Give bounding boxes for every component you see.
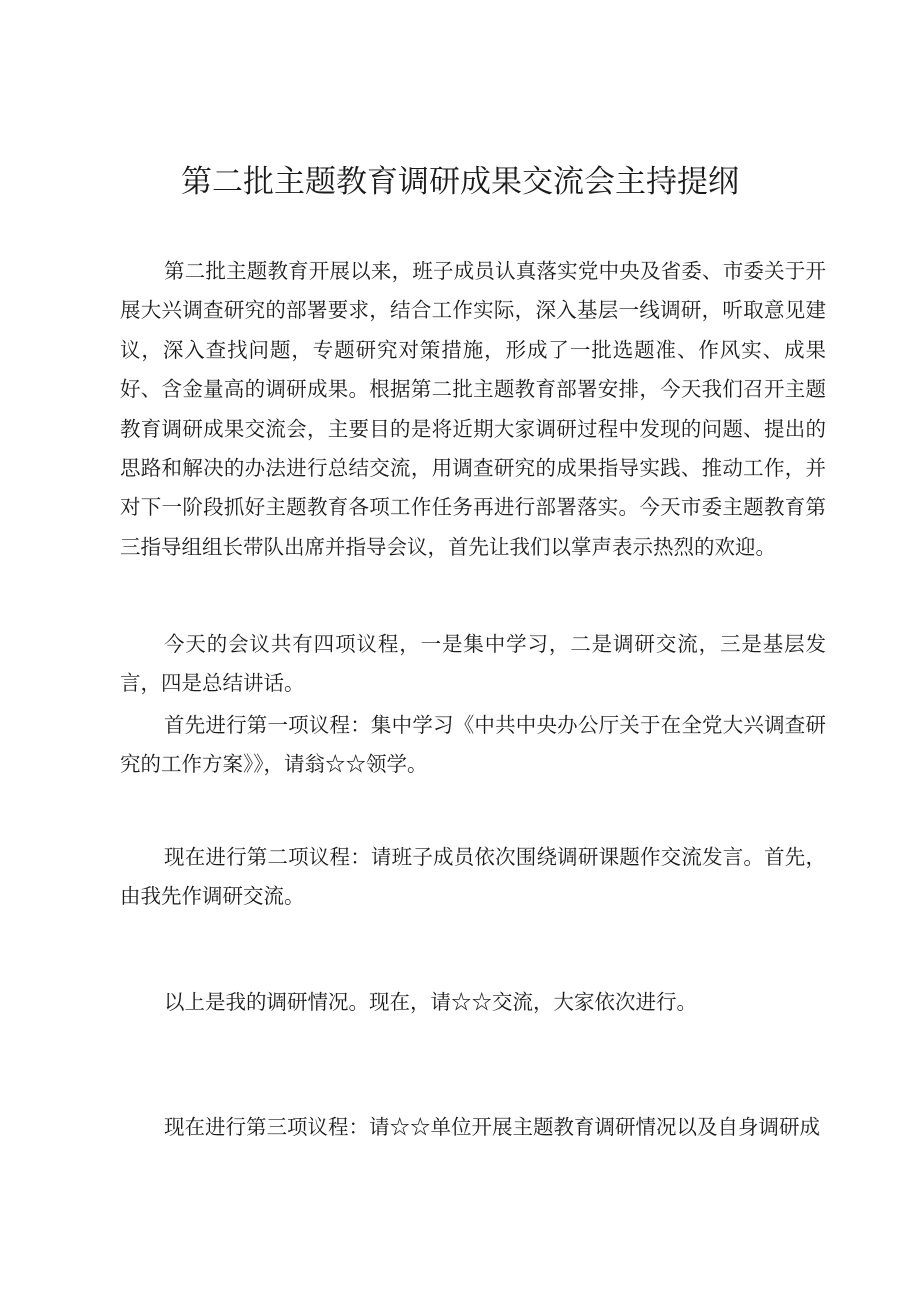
paragraph-agenda: 今天的会议共有四项议程，一是集中学习，二是调研交流，三是基层发言，四是总结讲话。: [120, 632, 826, 696]
paragraph-agenda-item-2: 现在进行第二项议程：请班子成员依次围绕调研课题作交流发言。首先，由我先作调研交流。: [120, 845, 826, 909]
paragraph-opening: 第二批主题教育开展以来，班子成员认真落实党中央及省委、市委关于开展大兴调查研究的部署要求，结合工作实际，深入基层一线调研，听取意见建议，深入查找问题，专题研究对策措施，形成了一批选题准、作风实、成果好、含金量高的调研成果。根据第二批主题教育部署安排，今天我们召开主题教育调研成果交流会，主要目的是将近期大家调研过程中发现的问题、提出的思路和解决的办法进行总结交流，用调查研究的成果指导实践、推动工作，并对下一阶段抓好主题教育各项工作任务再进行部署落实。今天市委主题教育第三指导组组长带队出席并指导会议，首先让我们以掌声表示热烈的欢迎。: [120, 259, 826, 559]
document-title: 第二批主题教育调研成果交流会主持提纲: [181, 164, 739, 200]
paragraph-exchange: 以上是我的调研情况。现在，请☆☆交流，大家依次进行。: [164, 990, 697, 1014]
paragraph-agenda-item-1: 首先进行第一项议程：集中学习《中共中央办公厅关于在全党大兴调查研究的工作方案》》，请翁☆☆领学。: [120, 713, 826, 777]
paragraph-agenda-item-3: 现在进行第三项议程：请☆☆单位开展主题教育调研情况以及自身调研成: [164, 1115, 820, 1139]
